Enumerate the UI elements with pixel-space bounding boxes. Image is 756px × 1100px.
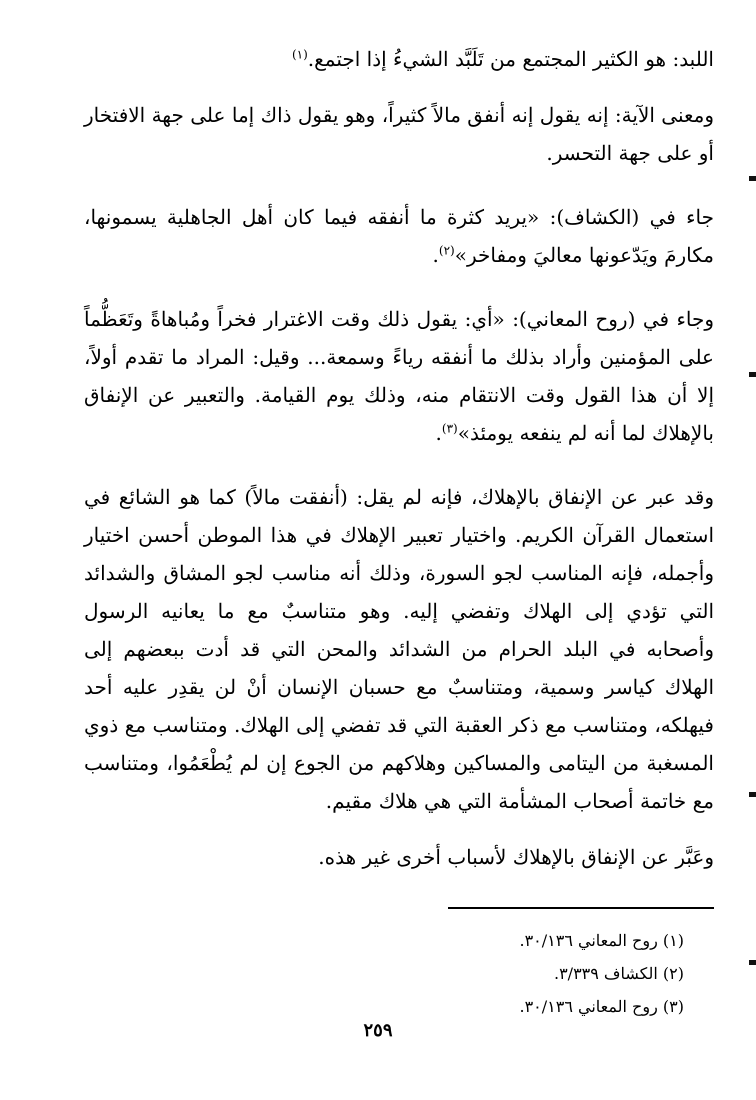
footnote-ref: (٢) [438,243,455,258]
scan-edge-mark [749,792,756,797]
page-number: ٢٥٩ [363,1020,393,1041]
scan-edge-mark [749,176,756,181]
paragraph-text: جاء في (الكشاف): «يريد كثرة ما أنفقه فيما كان أهل الجاهلية يسمونها، مكارمَ ويَدّعونها معاليَ ومفاخر» [84,205,714,267]
footnotes [84,924,684,1023]
scan-edge-mark [749,372,756,377]
paragraph-text: وجاء في (روح المعاني): «أي: يقول ذلك وقت الاغترار فخراً ومُباهاةً وتَعَظُّماً على المؤمنين وأراد بذلك ما أنفقه رياءً وسمعة... وقيل: المراد ما تقدم أولاً، إلا أن هذا القول وقت الانتقام منه، وذلك يوم القيامة. والتعبير عن الإنفاق بالإهلاك لما أنه لم ينفعه يومئذ» [84,307,714,445]
sentence-end: . [435,421,442,445]
paragraph-meaning: ومعنى الآية: إنه يقول إنه أنفق مالاً كثيراً، وهو يقول ذاك إما على جهة الافتخار أو على جهة التحسر. [84,103,714,165]
paragraph-text: اللبد: هو الكثير المجتمع من تَلَبَّد الشيءُ إذا اجتمع. [307,47,714,71]
paragraph-ihlak: وقد عبر عن الإنفاق بالإهلاك، فإنه لم يقل: (أنفقت مالاً) كما هو الشائع في استعمال القرآن الكريم. واختيار تعبير الإهلاك في هذا الموطن أحسن اختيار وأجمله، فإنه المناسب لجو السورة، وذلك أنه مناسب لجو المشاق والشدائد التي تؤدي إلى الهلاك وتفضي إليه. وهو متناسبٌ مع ما يعانيه الرسول وأصحابه في البلد الحرام من الشدائد والمحن التي قد أدت ببعضهم إلى الهلاك كياسر وسمية، ومتناسبٌ مع حسبان الإنسان أنْ لن يقدِر عليه أحد فيهلكه، ومتناسب مع ذكر العقبة التي قد تفضي إلى الهلاك. ومتناسب مع ذوي المسغبة من اليتامى والمساكين وهلاكهم من الجوع إن لم يُطْعَمُوا، ومتناسب مع خاتمة أصحاب المشأمة التي هي هلاك مقيم. [84,485,714,813]
sentence-end: . [432,243,439,267]
paragraph-closing: وعَبَّر عن الإنفاق بالإهلاك لأسباب أخرى غير هذه. [318,845,714,869]
footnote-ref: (٣) [441,421,458,436]
main-text [84,40,714,876]
paragraph-ruh-almaani [84,300,714,452]
footnote-1: (١) روح المعاني ٣٠/١٣٦. [519,931,684,950]
paragraph-definition [84,40,714,78]
footnote-2: (٢) الكشاف ٣/٣٣٩. [553,964,684,983]
paragraph-kashshaf [84,198,714,274]
footnote-3: (٣) روح المعاني ٣٠/١٣٦. [519,997,684,1016]
scan-edge-mark [749,960,756,965]
footnote-ref: (١) [291,47,308,62]
footnote-divider [448,907,714,909]
